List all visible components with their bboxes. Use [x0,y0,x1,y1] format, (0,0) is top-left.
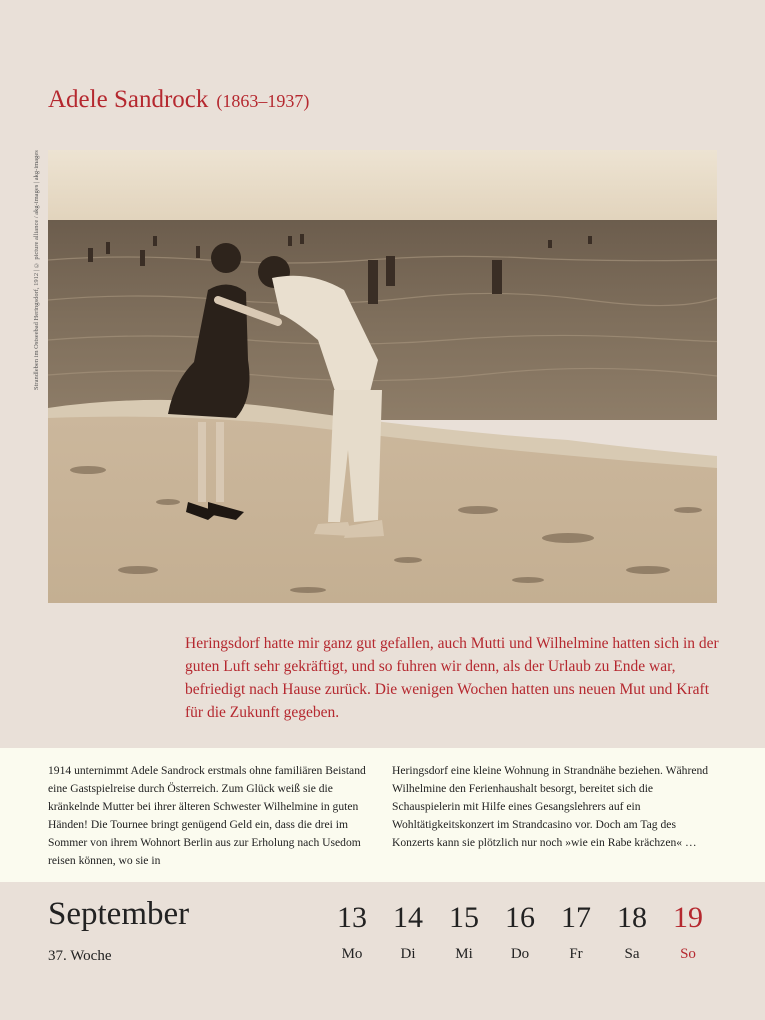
calendar-day [604,900,660,963]
quote-text: Heringsdorf hatte mir ganz gut gefallen, auch Mutti und Wilhelmine hatten sich in der guten Luft sehr gekräftigt, und so fuhren wir denn, als der Urlaub zu Ende war, befriedigt nach Hause zurück. Die wenigen Wochen hatten uns neuen Mut und Kraft für die Zukunft gegeben. [185,635,719,721]
weekday-label: So [680,946,696,962]
body-text: 1914 unternimmt Adele Sandrock erstmals ohne familiären Beistand eine Gastspielreise durch Österreich. Zum Glück weiß sie die kränkelnde Mutter bei ihrer älteren Schwester Wilhelmine in guten Händen! Die Tournee bringt genügend Geld ein, dass die drei im Sommer von ihrem Wohnort Berlin aus zur Erholung nach Usedom reisen können, wo sie in [48,764,366,867]
person-name: Adele Sandrock [48,86,209,113]
photo-credit: Strandleben im Ostseebad Heringsdorf, 1912 | © picture alliance / akg-images | akg-images [33,150,40,390]
day-number: 19 [673,901,703,934]
day-number: 17 [561,901,591,934]
day-number: 18 [617,901,647,934]
week-label: 37. Woche [48,948,112,964]
day-number: 15 [449,901,479,934]
calendar-day-sunday [660,900,716,963]
historic-photo [48,150,717,603]
calendar-day [492,900,548,963]
body-text-band [0,748,765,882]
life-years: (1863–1937) [216,91,310,111]
body-text: Heringsdorf eine kleine Wohnung in Strandnähe beziehen. Während Wilhelmine den Ferienhaushalt besorgt, bereitet sich die Schauspielerin mit Hilfe eines Gesangslehrers auf ein Wohltätigkeitskonzert im Strandcasino vor. Doch am Tag des Konzerts kann sie plötzlich nur noch »wie ein Rabe krächzen« … [392,764,709,849]
weekday-label: Sa [624,946,640,962]
weekday-label: Mi [455,946,473,962]
body-column-2 [392,762,710,852]
quote-block [185,632,725,724]
weekday-label: Fr [569,946,583,962]
weekday-label: Do [510,946,530,962]
body-column-1 [48,762,366,870]
day-number: 16 [505,901,535,934]
page-title [48,86,309,114]
weekday-label: Di [400,946,416,962]
day-number: 13 [337,901,367,934]
calendar-day [324,900,380,963]
calendar-day [548,900,604,963]
month-label: September [48,896,190,932]
calendar-day [380,900,436,963]
weekday-label: Mo [341,946,363,962]
day-number: 14 [393,901,423,934]
calendar-day [436,900,492,963]
